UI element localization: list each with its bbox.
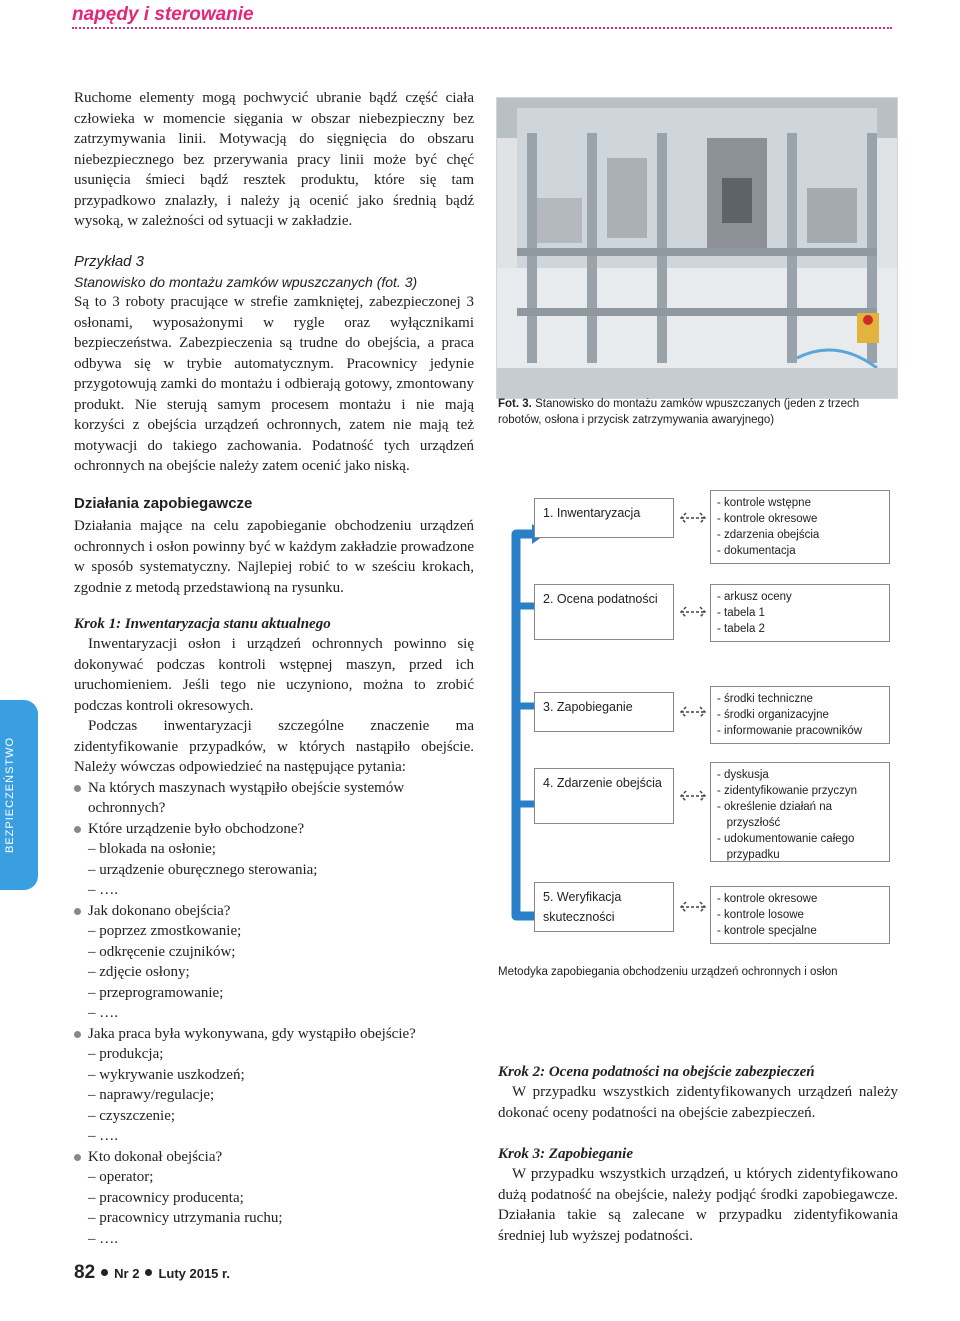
- answer-item: – ….: [74, 1126, 474, 1147]
- step3-title: Krok 3: Zapobieganie: [498, 1146, 633, 1162]
- step1-section: [74, 614, 474, 1249]
- flow-detail-item: - informowanie pracowników: [717, 725, 863, 737]
- photo-caption: [498, 396, 898, 428]
- answer-item: – ….: [74, 880, 474, 901]
- flow-detail-item: - kontrole okresowe: [717, 513, 818, 525]
- prevention-section: [74, 494, 474, 598]
- flow-detail-item: - środki techniczne: [717, 693, 813, 705]
- answer-list: [60, 839, 474, 901]
- flow-step-details: [710, 886, 890, 944]
- flow-detail-item: - określenie działań na: [717, 801, 833, 813]
- side-tab-label: BEZPIECZEŃSTWO: [4, 736, 16, 854]
- issue-date: Luty 2015 r.: [158, 1266, 230, 1281]
- answer-item: – naprawy/regulacje;: [74, 1085, 474, 1106]
- question-text: Które urządzenie było obchodzone?: [88, 820, 305, 837]
- page-footer: [74, 1262, 230, 1284]
- flow-step-box: 3. Zapobieganie: [534, 692, 674, 732]
- flow-detail-item: - kontrole specjalne: [717, 925, 817, 937]
- double-arrow-icon: [678, 508, 708, 528]
- example-paragraph: Są to 3 roboty pracujące w strefie zamkniętej, zabezpieczonej 3 osłonami, wyposażonymi w rygle oraz wyłącznikami bezpieczeństwa. Zabezpieczenia są trudne do obejścia, a praca odbywa się w trybie automatycznym. Pracownicy jedynie przygotowują zamki do montażu i odbierają gotowy, zmontowany produkt. Nie sterują samym procesem montażu i nie mają korzyści z obejścia urządzeń ochronnych, zatem nie mają też motywacji do takiego zachowania. Podatność tych urządzeń ochronnych na obejście należy zatem ocenić jako niską.: [74, 294, 474, 474]
- methodology-flowchart: [498, 486, 898, 956]
- question-item: [74, 778, 474, 819]
- answer-list: [60, 921, 474, 1024]
- flow-step-box: 5. Weryfikacja skuteczności: [534, 882, 674, 932]
- flow-step-box: 4. Zdarzenie obejścia: [534, 768, 674, 824]
- flow-step-details: [710, 490, 890, 564]
- assembly-station-image: [497, 98, 897, 398]
- answer-item: – zdjęcie osłony;: [74, 962, 474, 983]
- footer-bullet-icon: [145, 1269, 152, 1276]
- photo-caption-text: Stanowisko do montażu zamków wpuszczanych (jeden z trzech robotów, osłona i przycisk zatrzymywania awaryjnego): [498, 398, 860, 426]
- page-number: 82: [74, 1262, 96, 1283]
- answer-list: [60, 1167, 474, 1249]
- double-arrow-icon: [678, 786, 708, 806]
- answer-item: – operator;: [74, 1167, 474, 1188]
- flow-detail-item: - arkusz oceny: [717, 591, 792, 603]
- header-divider: [72, 27, 892, 29]
- footer-bullet-icon: [101, 1269, 108, 1276]
- flow-detail-item: - tabela 1: [717, 607, 765, 619]
- answer-item: – urządzenie oburęcznego sterowania;: [74, 860, 474, 881]
- step1-paragraph-2: Podczas inwentaryzacji szczególne znaczenie ma zidentyfikowanie przypadków, w których nastąpiło obejście. Należy wówczas odpowiedzieć na następujące pytania:: [74, 718, 474, 775]
- step3-paragraph: W przypadku wszystkich urządzeń, u których zidentyfikowano dużą podatność na obejście, należy podjąć środki zapobiegawcze. Działania takie są zalecane w przypadku zidentyfikowania średniej lub wyższej podatności.: [498, 1166, 898, 1244]
- double-arrow-icon: [678, 602, 708, 622]
- prevention-paragraph: Działania mające na celu zapobieganie obchodzeniu urządzeń ochronnych i osłon powinny być w każdym zakładzie prowadzone w sposób systematyczny. Najlepiej robić to w sześciu krokach, zgodnie z metodą przedstawioną na rysunku.: [74, 518, 474, 596]
- example-3: [74, 252, 474, 477]
- answer-item: – pracownicy producenta;: [74, 1188, 474, 1209]
- question-item: [74, 901, 474, 922]
- question-item: [74, 819, 474, 840]
- answer-item: – przeprogramowanie;: [74, 983, 474, 1004]
- question-text: Na których maszynach wystąpiło obejście systemów ochronnych?: [88, 779, 405, 816]
- step2-title: Krok 2: Ocena podatności na obejście zabezpieczeń: [498, 1064, 815, 1080]
- section-title: napędy i sterowanie: [72, 4, 254, 25]
- answer-item: – ….: [74, 1003, 474, 1024]
- example-title: Przykład 3: [74, 253, 145, 270]
- step2-section: [498, 1062, 898, 1123]
- question-text: Jaka praca była wykonywana, gdy wystąpiło obejście?: [88, 1025, 416, 1042]
- flow-detail-item: - tabela 2: [717, 623, 765, 635]
- step1-paragraph-1: Inwentaryzacji osłon i urządzeń ochronnych powinno się dokonywać podczas kontroli wstępnej maszyn, przed ich uruchomieniem. Jeśli tego nie uczyniono, można to zrobić podczas kontroli okresowych.: [74, 636, 474, 714]
- flow-detail-item: - dyskusja: [717, 769, 769, 781]
- flow-detail-item: przyszłość: [717, 817, 781, 829]
- question-text: Kto dokonał obejścia?: [88, 1148, 223, 1165]
- flow-detail-item: - zidentyfikowanie przyczyn: [717, 785, 857, 797]
- bullet-icon: [74, 1154, 81, 1161]
- flow-detail-item: - kontrole losowe: [717, 909, 804, 921]
- answer-item: – odkręcenie czujników;: [74, 942, 474, 963]
- bullet-icon: [74, 826, 81, 833]
- loop-arrow: [516, 534, 534, 916]
- question-item: [74, 1024, 474, 1045]
- flow-step-box: 1. Inwentaryzacja: [534, 498, 674, 538]
- flow-detail-item: - zdarzenia obejścia: [717, 529, 820, 541]
- double-arrow-icon: [678, 702, 708, 722]
- issue-number: Nr 2: [114, 1266, 140, 1281]
- photo-caption-label: Fot. 3.: [498, 398, 532, 410]
- flow-step-details: [710, 686, 890, 744]
- flowchart-caption: Metodyka zapobiegania obchodzeniu urządzeń ochronnych i osłon: [498, 966, 838, 978]
- question-item: [74, 1147, 474, 1168]
- flow-detail-item: - udokumentowanie całego: [717, 833, 855, 845]
- answer-item: – blokada na osłonie;: [74, 839, 474, 860]
- answer-item: – wykrywanie uszkodzeń;: [74, 1065, 474, 1086]
- answer-item: – produkcja;: [74, 1044, 474, 1065]
- flow-detail-item: - dokumentacja: [717, 545, 796, 557]
- question-text: Jak dokonano obejścia?: [88, 902, 231, 919]
- photo-assembly-station: [496, 97, 898, 399]
- flow-detail-item: przypadku: [717, 849, 780, 861]
- flow-step-details: [710, 762, 890, 862]
- bullet-icon: [74, 908, 81, 915]
- answer-item: – ….: [74, 1229, 474, 1250]
- flow-detail-item: - kontrole okresowe: [717, 893, 818, 905]
- flow-detail-item: - kontrole wstępne: [717, 497, 811, 509]
- answer-item: – pracownicy utrzymania ruchu;: [74, 1208, 474, 1229]
- header-bar: [0, 0, 960, 36]
- step3-section: [498, 1144, 898, 1246]
- example-subtitle: Stanowisko do montażu zamków wpuszczanych (fot. 3): [74, 274, 418, 290]
- flow-step-box: 2. Ocena podatności: [534, 584, 674, 640]
- answer-list: [60, 1044, 474, 1147]
- flow-step-details: [710, 584, 890, 642]
- flow-detail-item: - środki organizacyjne: [717, 709, 829, 721]
- bullet-icon: [74, 1031, 81, 1038]
- step1-questions: [74, 778, 474, 1250]
- step2-paragraph: W przypadku wszystkich zidentyfikowanych urządzeń należy dokonać oceny podatności na obejście zabezpieczeń.: [498, 1084, 898, 1121]
- answer-item: – poprzez zmostkowanie;: [74, 921, 474, 942]
- prevention-title: Działania zapobiegawcze: [74, 495, 253, 512]
- double-arrow-icon: [678, 897, 708, 917]
- step1-title: Krok 1: Inwentaryzacja stanu aktualnego: [74, 616, 331, 632]
- bullet-icon: [74, 785, 81, 792]
- answer-item: – czyszczenie;: [74, 1106, 474, 1127]
- intro-paragraph: Ruchome elementy mogą pochwycić ubranie bądź część ciała człowieka w momencie sięgania w obszar niebezpieczny bez zatrzymywania linii. Motywacją do sięgnięcia do obszaru niebezpiecznego bez przerywania pracy linii może być chęć usunięcia śmieci bądź resztek produktu, które się tam przypadkowo znalazły, i należy ją ocenić jako średnią bądź wysoką, w zależności od sytuacji w zakładzie.: [74, 90, 474, 229]
